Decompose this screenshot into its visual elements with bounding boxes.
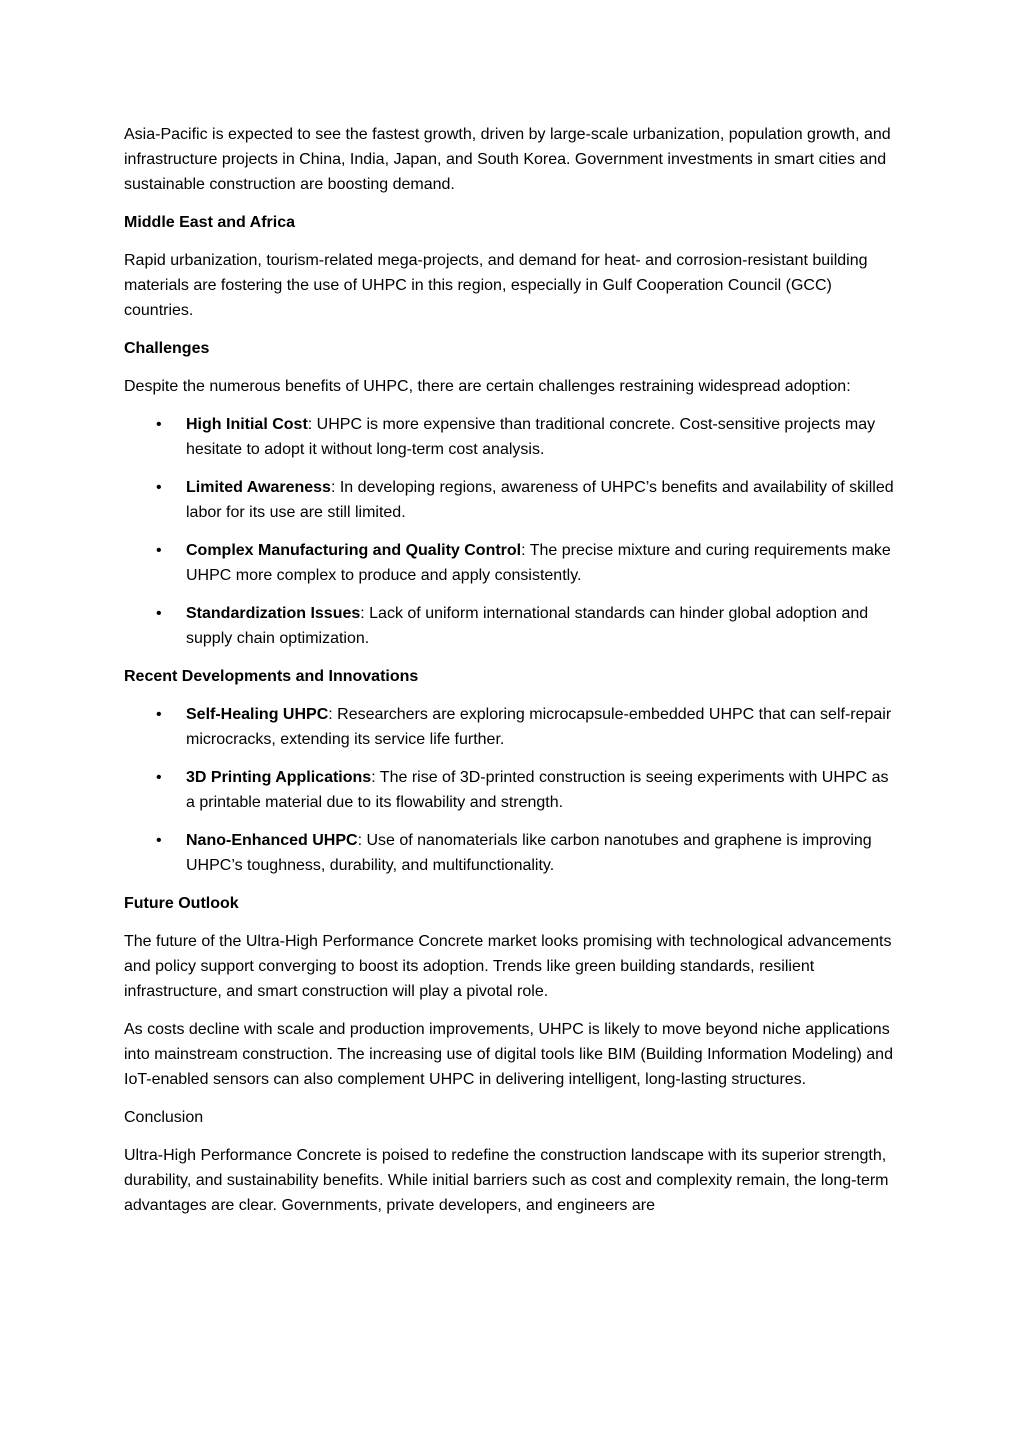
bullet-icon: • (156, 605, 162, 622)
list-item (124, 412, 900, 462)
list-item-text: : The rise of 3D-printed construction is seeing experiments with UHPC as a printable material due to its flowability and strength. (186, 769, 889, 811)
bullet-icon: • (156, 769, 162, 786)
list-item-text: : Researchers are exploring microcapsule-embedded UHPC that can self-repair microcracks, extending its service life further. (186, 706, 892, 748)
heading-recent-developments: Recent Developments and Innovations (124, 668, 419, 685)
mea-paragraph: Rapid urbanization, tourism-related mega-projects, and demand for heat- and corrosion-resistant building materials are fostering the use of UHPC in this region, especially in Gulf Cooperation Council (GCC) countries. (124, 252, 868, 319)
challenges-list (124, 412, 900, 651)
heading-future-outlook: Future Outlook (124, 895, 239, 912)
list-item (124, 475, 900, 525)
list-item (124, 702, 900, 752)
heading-challenges: Challenges (124, 340, 210, 357)
outlook-paragraph-2: As costs decline with scale and production improvements, UHPC is likely to move beyond niche applications into mainstream construction. The increasing use of digital tools like BIM (Building Information Modeling) and IoT-enabled sensors can also complement UHPC in delivering intelligent, long-lasting structures. (124, 1021, 893, 1088)
bullet-icon: • (156, 832, 162, 849)
list-item (124, 828, 900, 878)
intro-paragraph: Asia-Pacific is expected to see the fastest growth, driven by large-scale urbanization, population growth, and infrastructure projects in China, India, Japan, and South Korea. Government investments in smart cities and sustainable construction are boosting demand. (124, 126, 891, 193)
developments-list (124, 702, 900, 878)
list-item-term: Self-Healing UHPC (186, 706, 329, 723)
list-item-term: High Initial Cost (186, 416, 308, 433)
bullet-icon: • (156, 706, 162, 723)
bullet-icon: • (156, 542, 162, 559)
outlook-paragraph-1: The future of the Ultra-High Performance Concrete market looks promising with technological advancements and policy support converging to boost its adoption. Trends like green building standards, resilient infrastructure, and smart construction will play a pivotal role. (124, 933, 892, 1000)
challenges-intro-paragraph: Despite the numerous benefits of UHPC, there are certain challenges restraining widespread adoption: (124, 378, 851, 395)
list-item-text: : Use of nanomaterials like carbon nanotubes and graphene is improving UHPC’s toughness, durability, and multifunctionality. (186, 832, 872, 874)
list-item-term: Limited Awareness (186, 479, 331, 496)
list-item-text: : UHPC is more expensive than traditional concrete. Cost-sensitive projects may hesitate to adopt it without long-term cost analysis. (186, 416, 876, 458)
heading-conclusion: Conclusion (124, 1109, 204, 1126)
list-item (124, 538, 900, 588)
list-item (124, 601, 900, 651)
list-item-term: Complex Manufacturing and Quality Control (186, 542, 522, 559)
list-item-text: : Lack of uniform international standards can hinder global adoption and supply chain optimization. (186, 605, 869, 647)
bullet-icon: • (156, 416, 162, 433)
list-item (124, 765, 900, 815)
list-item-term: Standardization Issues (186, 605, 361, 622)
bullet-icon: • (156, 479, 162, 496)
heading-middle-east-africa: Middle East and Africa (124, 214, 295, 231)
document-page (124, 122, 900, 1231)
list-item-text: : In developing regions, awareness of UHPC’s benefits and availability of skilled labor for its use are still limited. (186, 479, 894, 521)
list-item-term: Nano-Enhanced UHPC (186, 832, 358, 849)
list-item-term: 3D Printing Applications (186, 769, 372, 786)
list-item-text: : The precise mixture and curing requirements make UHPC more complex to produce and apply consistently. (186, 542, 891, 584)
conclusion-paragraph: Ultra-High Performance Concrete is poised to redefine the construction landscape with its superior strength, durability, and sustainability benefits. While initial barriers such as cost and complexity remain, the long-term advantages are clear. Governments, private developers, and engineers are (124, 1147, 889, 1214)
